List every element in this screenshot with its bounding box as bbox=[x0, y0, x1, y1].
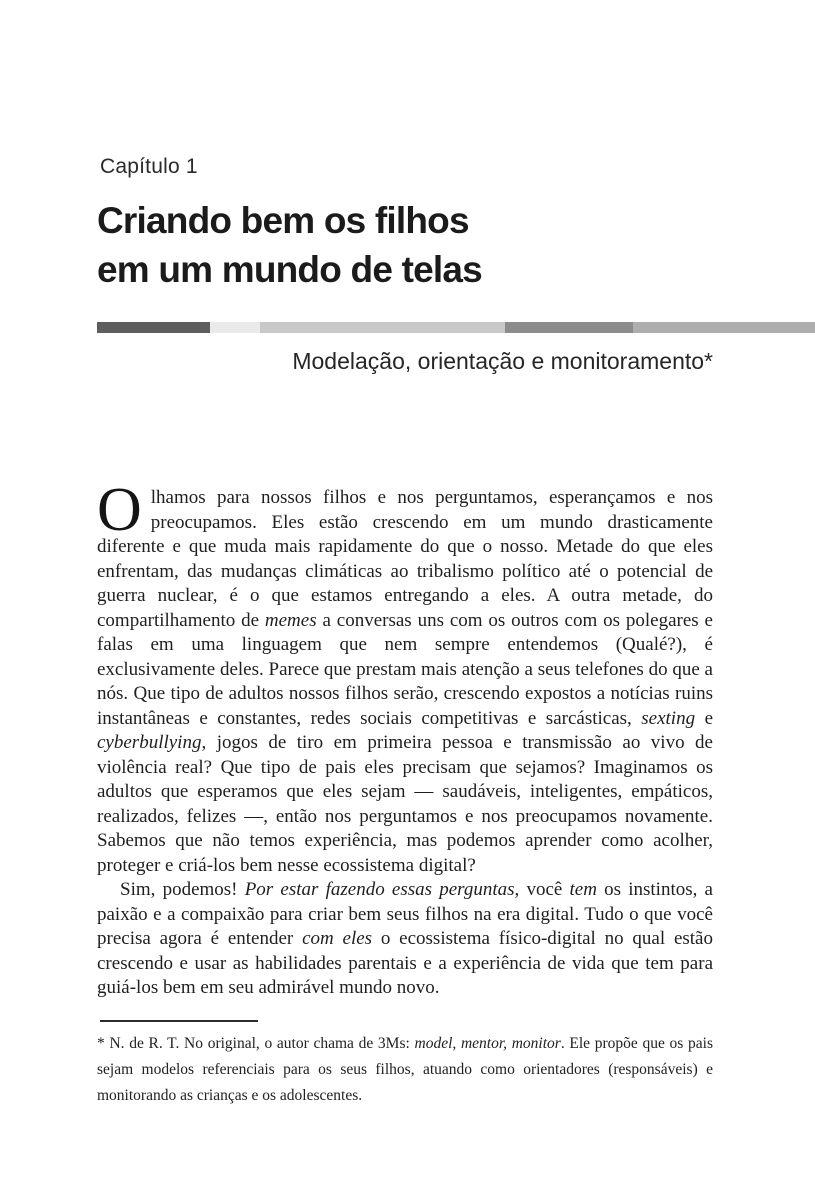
bar-segment bbox=[260, 322, 505, 333]
paragraph-2 bbox=[97, 878, 713, 1001]
chapter-label: Capítulo 1 bbox=[100, 155, 198, 178]
paragraph-2-text: Sim, podemos! Por estar fazendo essas perguntas, você tem os instintos, a paixão e a compaixão para criar bem seus filhos na era digital. Tudo o que você precisa agora é entender com eles o ecossistema físico-digital no qual estão crescendo e usar as habilidades parentais e a experiência de vida que tem para guiá-los bem em seu admirável mundo novo. bbox=[97, 879, 713, 998]
chapter-subtitle: Modelação, orientação e monitoramento* bbox=[292, 348, 713, 374]
paragraph-1 bbox=[97, 476, 713, 878]
bar-segment bbox=[633, 322, 815, 333]
bar-segment bbox=[505, 322, 633, 333]
drop-cap: O bbox=[97, 476, 142, 544]
decorative-gradient-bar bbox=[97, 322, 815, 333]
footnote-text: * N. de R. T. No original, o autor chama de 3Ms: model, mentor, monitor. Ele propõe que os pais sejam modelos referenciais para os seus filhos, atuando como orientadores (responsáveis) e monitorando as crianças e os adolescentes. bbox=[97, 1035, 713, 1104]
bar-segment bbox=[97, 322, 210, 333]
body-text bbox=[97, 476, 713, 1001]
bar-segment bbox=[210, 322, 260, 333]
chapter-title-line-1: Criando bem os filhos bbox=[97, 200, 469, 241]
paragraph-1-text: lhamos para nossos filhos e nos perguntamos, esperançamos e nos preocupamos. Eles estão crescendo em um mundo drasticamente diferente e que muda mais rapidamente do que o nosso. Metade do que eles enfrentam, das mudanças climáticas ao tribalismo político até o potencial de guerra nuclear, é o que estamos entregando a eles. A outra metade, do compartilhamento de memes a conversas uns com os outros com os polegares e falas em uma linguagem que nem sempre entendemos (Qualé?), é exclusivamente deles. Parece que prestam mais atenção a seus telefones do que a nós. Que tipo de adultos nossos filhos serão, crescendo expostos a notícias ruins instantâneas e constantes, redes sociais competitivas e sarcásticas, sexting e cyberbullying, jogos de tiro em primeira pessoa e transmissão ao vivo de violência real? Que tipo de pais eles precisam que sejamos? Imaginamos os adultos que esperamos que eles sejam — saudáveis, inteligentes, empáticos, realizados, felizes —, então nos perguntamos e nos preocupamos novamente. Sabemos que não temos experiência, mas podemos aprender como acolher, proteger e criá-los bem nesse ecossistema digital? bbox=[97, 487, 713, 876]
footnote-rule bbox=[100, 1020, 258, 1022]
footnote bbox=[97, 1031, 713, 1109]
chapter-title-line-2: em um mundo de telas bbox=[97, 249, 482, 290]
chapter-title bbox=[97, 196, 482, 294]
